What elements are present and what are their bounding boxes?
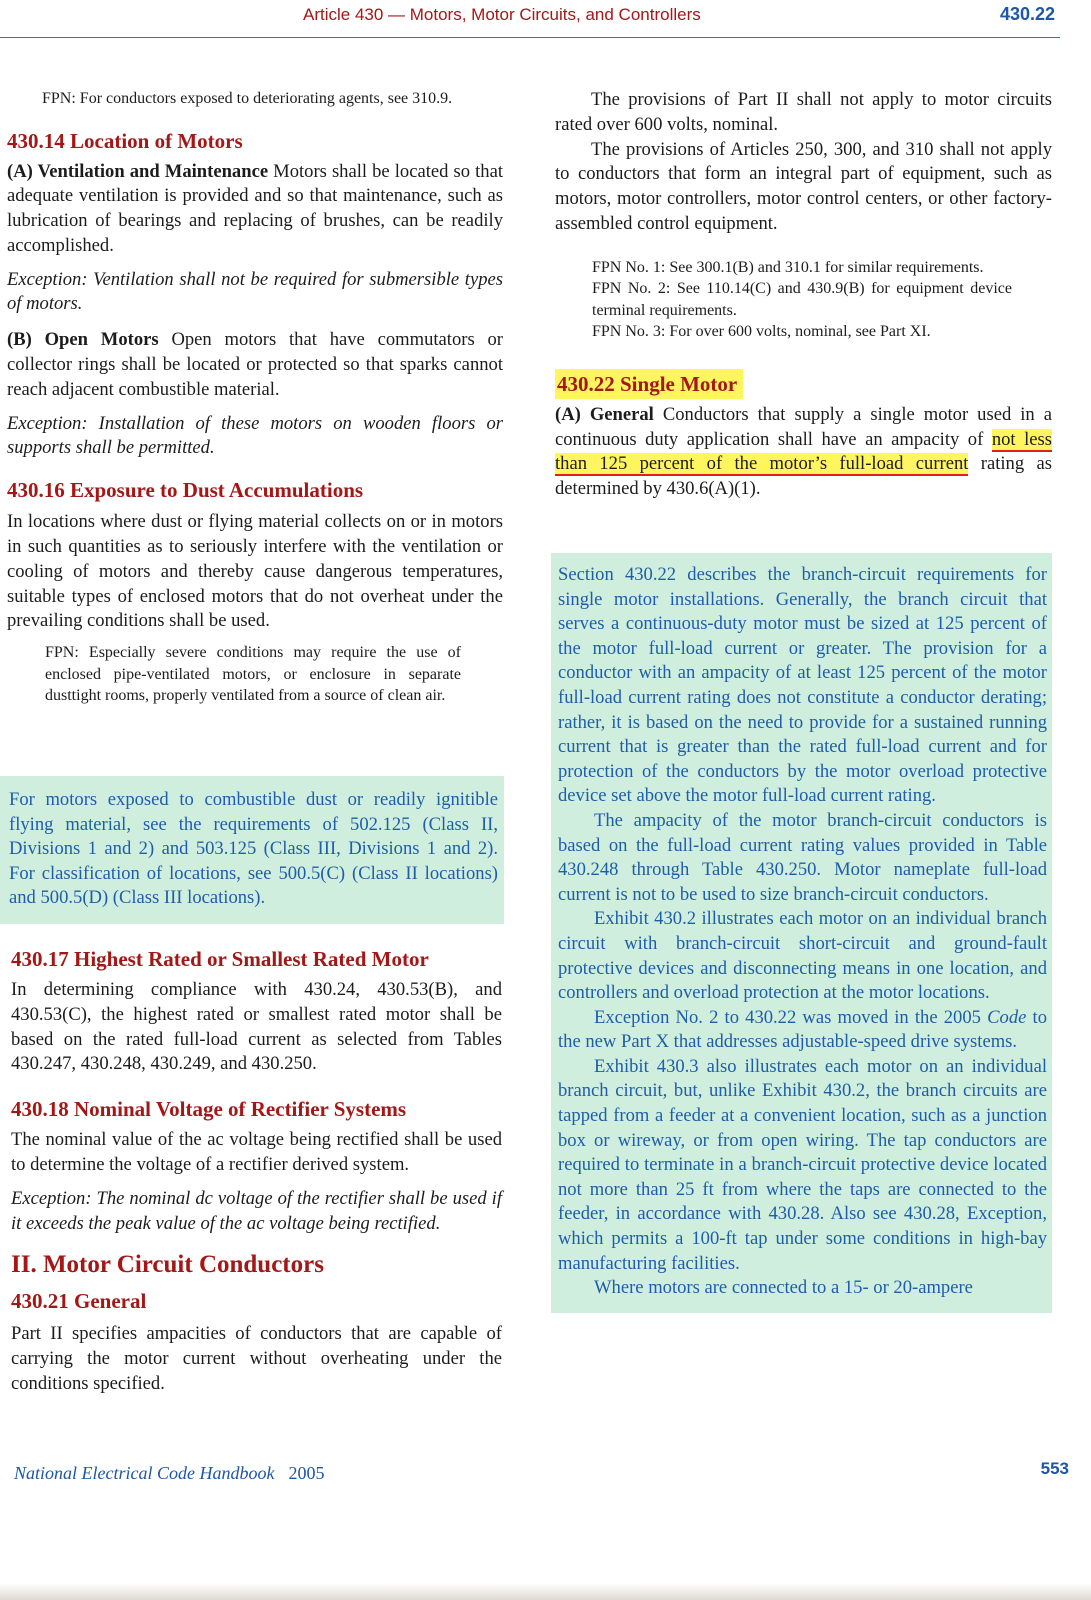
para-430-22-a <box>555 403 1052 502</box>
commentary-430-22-p4-b: to the new Part X that addresses adjustable-speed drive systems. <box>558 1006 1048 1053</box>
text-430-22-a-1: Conductors that supply a single motor used in a continuous duty application shall have an ampacity of <box>555 403 1052 450</box>
header-rule <box>0 37 1060 38</box>
left-lower-block <box>11 946 502 1397</box>
text-430-22-a-2: rating as determined by 430.6(A)(1). <box>555 453 1052 500</box>
label-430-22-a: (A) General <box>555 403 654 425</box>
commentary-430-16 <box>0 776 504 924</box>
text-430-16: In locations where dust or flying material collects on or in motors in such quantities as to seriously interfere with the ventilation or cooling of motors and thereby cause dangerous temperatures, suitable types of enclosed motors that do not overheat under the prevailing conditions shall be used. <box>7 511 503 632</box>
text-430-18: The nominal value of the ac voltage being rectified shall be used to determine the voltage of a rectifier derived system. <box>11 1129 502 1175</box>
label-430-14-a: (A) Ventilation and Maintenance <box>7 160 269 182</box>
commentary-430-22-p4 <box>558 1006 1047 1055</box>
heading-430-17: 430.17 Highest Rated or Smallest Rated Motor <box>11 947 429 971</box>
text-430-21: Part II specifies ampacities of conductors that are capable of carrying the motor current without overheating under the conditions specified. <box>11 1323 502 1394</box>
fpn-deteriorating-agents: FPN: For conductors exposed to deteriorating agents, see 310.9. <box>42 90 453 107</box>
running-header-title: Article 430 — Motors, Motor Circuits, and Controllers <box>303 5 701 24</box>
commentary-430-22-p6: Where motors are connected to a 15- or 20-ampere <box>594 1277 973 1299</box>
commentary-430-16-text: For motors exposed to combustible dust or readily ignitible flying material, see the requirements of 502.125 (Class II, Divisions 1 and 2) and 503.125 (Class III, Divisions 1 and 2). For classification of locations, see 500.5(C) (Class II locations) and 500.5(D) (Class III locations). <box>9 789 498 909</box>
heading-430-16: 430.16 Exposure to Dust Accumulations <box>7 478 364 503</box>
highlighted-125-percent: not less than 125 percent of the motor’s full-load current <box>555 428 1052 475</box>
left-column <box>7 88 503 1394</box>
heading-430-21: 430.21 General <box>11 1289 147 1314</box>
heading-430-14: 430.14 Location of Motors <box>7 128 243 153</box>
fpn-no-2: FPN No. 2: See 110.14(C) and 430.9(B) for equipment device terminal requirements. <box>592 280 1012 319</box>
fpn-no-3: FPN No. 3: For over 600 volts, nominal, see Part XI. <box>592 323 931 341</box>
fpn-430-16: FPN: Especially severe conditions may require the use of enclosed pipe-ventilated motors, or enclosure in separate dusttight rooms, properly ventilated from a source of clean air. <box>45 644 461 705</box>
label-430-14-b: (B) Open Motors <box>7 329 159 351</box>
commentary-430-22 <box>551 553 1052 1313</box>
running-header-section: 430.22 <box>999 4 1055 24</box>
heading-430-22: 430.22 Single Motor <box>555 369 743 399</box>
text-430-17: In determining compliance with 430.24, 430.53(B), and 430.53(C), the highest rated or smallest rated motor shall be based on the rated full-load current as selected from Tables 430.247, 430.248, 430.249, and 430.250. <box>11 979 502 1075</box>
heading-part-2: II. Motor Circuit Conductors <box>11 1251 324 1279</box>
page-edge-shadow <box>0 1583 1091 1600</box>
exception-430-18: Exception: The nominal dc voltage of the rectifier shall be used if it exceeds the peak value of the ac voltage being rectified. <box>11 1187 502 1234</box>
heading-430-22-wrap <box>555 371 1052 397</box>
text-430-14-a: Motors shall be located so that adequate ventilation is provided and so that maintenance, such as lubrication of bearings and replacing of brushes, can be readily accomplished. <box>7 160 503 256</box>
heading-430-18: 430.18 Nominal Voltage of Rectifier Systems <box>11 1097 407 1122</box>
commentary-430-22-p3: Exhibit 430.2 illustrates each motor on an individual branch circuit with branch-circuit short-circuit and ground-fault protective devices and disconnecting means in one location, and controllers and overload protection at the motor locations. <box>558 908 1047 1004</box>
footer-year: 2005 <box>288 1463 325 1483</box>
commentary-430-22-p4-a: Exception No. 2 to 430.22 was moved in the 2005 <box>594 1006 981 1028</box>
footer-book-title <box>14 1463 324 1484</box>
commentary-430-22-p1: Section 430.22 describes the branch-circuit requirements for single motor installations. Generally, the branch circuit that serves a continuous-duty motor must be sized at 125 percent of the motor full-load current or greater. The provision for a conductor with an ampacity of at least 125 percent of the motor full-load current rating does not constitute a conductor derating; rather, it is based on the need to provide for a sustained running current that is greater than the rated full-load current and for protection of the conductors by the motor overload protective device set above the motor full-load current rating. <box>558 564 1047 807</box>
footer-book-name: National Electrical Code Handbook <box>14 1463 275 1483</box>
exception-430-14-b: Exception: Installation of these motors on wooden floors or supports shall be permitted. <box>7 412 503 459</box>
para-430-14-a <box>7 160 503 259</box>
commentary-430-22-p2: The ampacity of the motor branch-circuit conductors is based on the full-load current rating values provided in Table 430.248 through Table 430.250. Motor nameplate full-load current is not to be used to size branch-circuit conductors. <box>558 809 1047 905</box>
para-articles-exclusion: The provisions of Articles 250, 300, and 310 shall not apply to conductors that form an integral part of equipment, such as motors, motor controllers, motor control centers, or other factory-assembled control equipment. <box>555 138 1052 234</box>
para-430-14-b <box>7 328 503 402</box>
fpn-no-1: FPN No. 1: See 300.1(B) and 310.1 for similar requirements. <box>592 258 984 276</box>
exception-430-14-a: Exception: Ventilation shall not be required for submersible types of motors. <box>7 268 503 315</box>
commentary-430-22-p4-code: Code <box>987 1006 1027 1028</box>
para-part2-exclusion: The provisions of Part II shall not apply to motor circuits rated over 600 volts, nominal. <box>555 89 1052 135</box>
right-column <box>555 88 1052 1299</box>
text-430-14-b: Open motors that have commutators or collector rings shall be located or protected so that sparks cannot reach adjacent combustible material. <box>7 329 503 400</box>
page-number: 553 <box>1040 1459 1069 1478</box>
commentary-430-22-p5: Exhibit 430.3 also illustrates each motor on an individual branch circuit, but, unlike Exhibit 430.2, the branch circuits are tapped from a feeder at a convenient location, such as a junction box or wireway, or from open wiring. The tap conductors are required to terminate in a branch-circuit protective device located not more than 25 ft from where the taps are connected to the feeder, in accordance with 430.28. Also see 430.28, Exception, which permits a 100-ft tap under some conditions in high-bay manufacturing facilities. <box>558 1055 1047 1274</box>
